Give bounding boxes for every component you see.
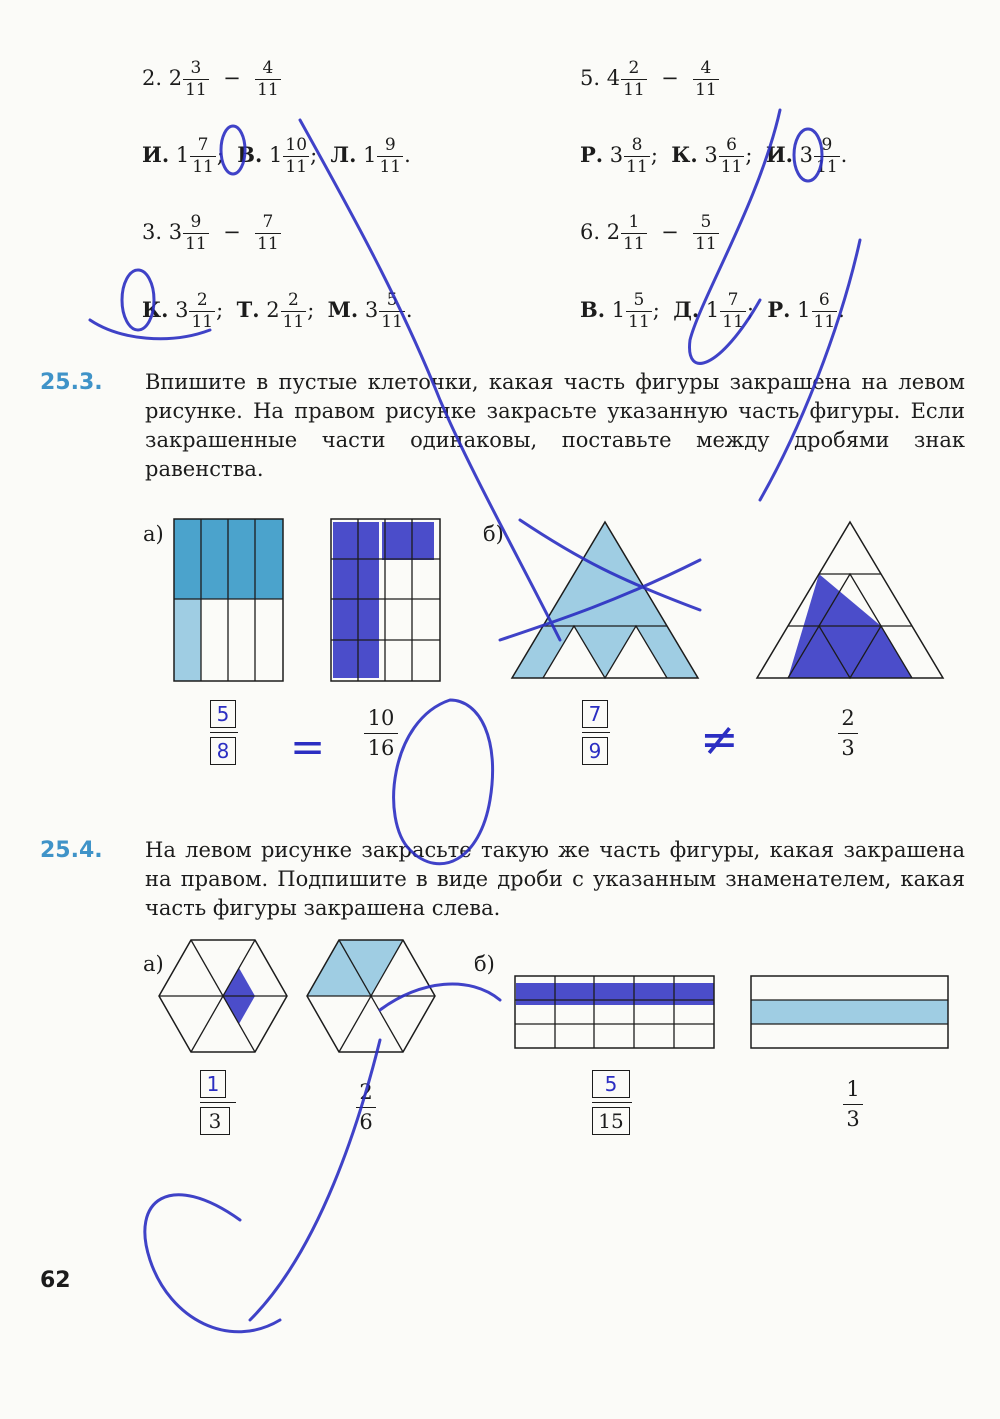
whole-part: 3 xyxy=(799,143,814,167)
denominator: 3 xyxy=(841,736,855,760)
whole-part: 1 xyxy=(269,143,283,167)
numerator: 1 xyxy=(628,212,640,232)
separator: . xyxy=(840,143,848,167)
fraction xyxy=(255,212,281,255)
fraction xyxy=(377,135,403,178)
page-number: 62 xyxy=(40,1268,71,1293)
numerator-box[interactable]: 5 xyxy=(210,700,236,728)
fraction xyxy=(693,212,719,255)
fraction xyxy=(693,58,719,101)
shaded-region xyxy=(751,1000,948,1024)
separator: ; xyxy=(216,143,224,167)
pen-shading xyxy=(516,983,714,1005)
operator: − xyxy=(223,66,241,90)
printed-fraction-b-right xyxy=(838,706,858,761)
denominator: 11 xyxy=(623,234,645,254)
whole-part: 1 xyxy=(705,298,720,322)
whole-part: 1 xyxy=(363,143,377,167)
option-letter: К. xyxy=(142,297,169,322)
denominator: 11 xyxy=(695,80,717,100)
fraction xyxy=(624,135,650,178)
option-letter: Д. xyxy=(673,297,700,322)
shaded-cell xyxy=(228,519,255,599)
rectangle-figure-sixteenths xyxy=(330,518,442,682)
option-letter: И. xyxy=(765,142,793,167)
exercise-item-5 xyxy=(580,58,720,101)
option-letter: В. xyxy=(580,297,606,322)
numerator: 2 xyxy=(359,1080,373,1104)
operator: − xyxy=(661,220,679,244)
answer-options-row-2-left xyxy=(142,290,413,333)
numerator: 7 xyxy=(197,135,209,155)
answer-fraction-a-left xyxy=(210,700,238,765)
shaded-cell xyxy=(174,599,201,681)
option-letter: Л. xyxy=(330,142,357,167)
fraction xyxy=(621,212,647,255)
numerator-box[interactable]: 7 xyxy=(582,700,608,728)
denominator: 11 xyxy=(185,234,207,254)
numerator: 4 xyxy=(262,58,274,78)
denominator: 6 xyxy=(359,1110,373,1134)
denominator: 11 xyxy=(379,157,402,177)
grid-figure-fifteenths xyxy=(514,975,716,1049)
whole-part: 2 xyxy=(168,66,183,90)
shaded-cell xyxy=(174,519,201,599)
answer-fraction-b-left xyxy=(582,700,610,765)
denominator: 11 xyxy=(695,234,717,254)
separator: . xyxy=(405,298,413,322)
fraction xyxy=(283,135,309,178)
option-letter: В. xyxy=(237,142,263,167)
printed-fraction-25-4-a-right xyxy=(356,1080,376,1135)
answer-options-row-1-left xyxy=(142,135,411,178)
exercise-item-6 xyxy=(580,212,720,255)
numerator: 1 xyxy=(846,1077,860,1101)
whole-part: 3 xyxy=(609,143,624,167)
denominator: 11 xyxy=(720,157,743,177)
numerator: 10 xyxy=(367,706,395,730)
answer-option xyxy=(671,135,753,177)
numerator: 10 xyxy=(285,135,308,155)
numerator: 2 xyxy=(196,290,208,310)
denominator: 11 xyxy=(628,312,650,332)
answer-option xyxy=(142,290,224,332)
numerator: 7 xyxy=(727,290,739,310)
whole-part: 3 xyxy=(364,298,379,322)
answer-option xyxy=(236,290,315,332)
answer-option xyxy=(327,290,413,332)
denominator: 11 xyxy=(813,312,836,332)
whole-part: 1 xyxy=(175,143,190,167)
hexagon-figure-left xyxy=(158,938,288,1054)
numerator: 7 xyxy=(262,212,274,232)
fraction xyxy=(183,58,209,101)
denominator: 3 xyxy=(846,1107,860,1131)
answer-option xyxy=(580,290,660,332)
whole-part: 1 xyxy=(611,298,626,322)
whole-part: 3 xyxy=(175,298,189,322)
numerator: 5 xyxy=(386,290,398,310)
fraction xyxy=(812,290,838,333)
whole-part: 3 xyxy=(168,220,183,244)
part-a-label: а) xyxy=(143,522,164,546)
exercise-item-2 xyxy=(142,58,282,101)
answer-option xyxy=(580,135,658,177)
numerator-box[interactable]: 1 xyxy=(200,1070,226,1098)
option-letter: И. xyxy=(142,142,170,167)
rectangle-figure-thirds xyxy=(750,975,950,1049)
hexagon-figure-right xyxy=(306,938,436,1054)
problem-number-25-3: 25.3. xyxy=(40,370,103,395)
fraction xyxy=(719,135,745,178)
option-letter: Р. xyxy=(580,142,604,167)
denominator: 11 xyxy=(381,312,403,332)
rectangle-figure-eighths xyxy=(173,518,285,682)
whole-part: 2 xyxy=(266,298,280,322)
separator: ; xyxy=(307,298,315,322)
denominator: 11 xyxy=(623,80,645,100)
item-label: 5. xyxy=(580,66,601,90)
denominator: 11 xyxy=(282,312,305,332)
option-letter: Т. xyxy=(236,297,260,322)
answer-option xyxy=(765,135,848,177)
answer-option xyxy=(142,135,224,177)
denominator: 16 xyxy=(367,736,395,760)
triangle-figure-thirds xyxy=(755,520,945,680)
item-label: 3. xyxy=(142,220,163,244)
numerator: 6 xyxy=(818,290,830,310)
fraction xyxy=(621,58,647,101)
handwritten-not-equal-sign: ≠ xyxy=(700,712,739,766)
pen-stroke xyxy=(145,1195,280,1332)
denominator: 11 xyxy=(722,312,744,332)
separator: ; xyxy=(745,143,753,167)
numerator: 9 xyxy=(821,135,833,155)
numerator: 3 xyxy=(190,58,202,78)
answer-option xyxy=(330,135,411,177)
denominator: 11 xyxy=(816,157,838,177)
fraction xyxy=(379,290,405,333)
denominator: 11 xyxy=(257,80,279,100)
numerator: 8 xyxy=(631,135,643,155)
answer-fraction-25-4-b xyxy=(592,1070,632,1135)
denominator: 11 xyxy=(192,157,214,177)
operator: − xyxy=(661,66,679,90)
separator: . xyxy=(404,143,411,167)
answer-option xyxy=(767,290,845,332)
problem-text-25-3: Впишите в пустые клеточки, какая часть фигуры закрашена на левом рисунке. На правом рисунке закрасьте указанную часть фигуры. Если закрашенные части одинаковы, поставьте между дробями знак равенства. xyxy=(145,370,965,481)
operator: − xyxy=(223,220,241,244)
pen-shading xyxy=(333,522,379,678)
printed-fraction-25-4-b-right xyxy=(843,1077,863,1132)
fraction xyxy=(814,135,840,178)
separator: ; xyxy=(746,298,754,322)
whole-part: 4 xyxy=(606,66,621,90)
problem-number-25-4: 25.4. xyxy=(40,838,103,863)
denominator: 11 xyxy=(191,312,214,332)
fraction xyxy=(626,290,652,333)
numerator: 9 xyxy=(190,212,202,232)
problem-text-25-4: На левом рисунке закрасьте такую же часть фигуры, какая закрашена на правом. Подпишите в виде дроби с указанным знаменателем, какая часть фигуры закрашена слева. xyxy=(145,838,965,920)
numerator: 4 xyxy=(700,58,712,78)
whole-part: 1 xyxy=(797,298,811,322)
answer-options-row-1-right xyxy=(580,135,847,178)
numerator: 2 xyxy=(287,290,299,310)
separator: ; xyxy=(650,143,658,167)
numerator: 2 xyxy=(628,58,640,78)
shaded-cell xyxy=(255,519,283,599)
numerator: 5 xyxy=(633,290,645,310)
numerator: 6 xyxy=(726,135,737,155)
part-b-label: б) xyxy=(474,952,495,976)
denominator: 11 xyxy=(257,234,279,254)
pen-shading xyxy=(382,522,434,560)
numerator: 2 xyxy=(841,706,855,730)
triangle-figure-ninths xyxy=(510,520,700,680)
option-letter: М. xyxy=(327,297,359,322)
numerator-box[interactable]: 5 xyxy=(592,1070,630,1098)
part-b-label: б) xyxy=(483,522,504,546)
numerator: 9 xyxy=(384,135,396,155)
denominator-box[interactable]: 9 xyxy=(582,737,608,765)
handwritten-equals-sign: = xyxy=(290,722,326,771)
separator: ; xyxy=(652,298,660,322)
denominator-box: 15 xyxy=(592,1107,630,1135)
denominator-box[interactable]: 8 xyxy=(210,737,236,765)
option-letter: К. xyxy=(671,142,698,167)
separator: ; xyxy=(216,298,224,322)
fraction xyxy=(190,135,216,178)
part-a-label: а) xyxy=(143,952,164,976)
fraction xyxy=(255,58,281,101)
shaded-region xyxy=(512,522,698,678)
whole-part: 3 xyxy=(704,143,718,167)
exercise-item-3 xyxy=(142,212,282,255)
fraction xyxy=(720,290,746,333)
answer-option xyxy=(237,135,318,177)
item-label: 6. xyxy=(580,220,601,244)
denominator: 11 xyxy=(185,80,207,100)
fraction xyxy=(189,290,215,333)
numerator: 5 xyxy=(700,212,712,232)
denominator: 11 xyxy=(285,157,308,177)
answer-option xyxy=(673,290,754,332)
denominator: 11 xyxy=(626,157,648,177)
option-letter: Р. xyxy=(767,297,791,322)
whole-part: 2 xyxy=(606,220,621,244)
printed-fraction-a-right xyxy=(364,706,398,761)
denominator-box: 3 xyxy=(200,1107,230,1135)
fraction xyxy=(281,290,307,333)
shaded-cell xyxy=(201,519,228,599)
answer-fraction-25-4-a xyxy=(200,1070,236,1135)
answer-options-row-2-right xyxy=(580,290,845,333)
fraction xyxy=(183,212,209,255)
separator: . xyxy=(838,298,845,322)
separator: ; xyxy=(310,143,318,167)
item-label: 2. xyxy=(142,66,163,90)
